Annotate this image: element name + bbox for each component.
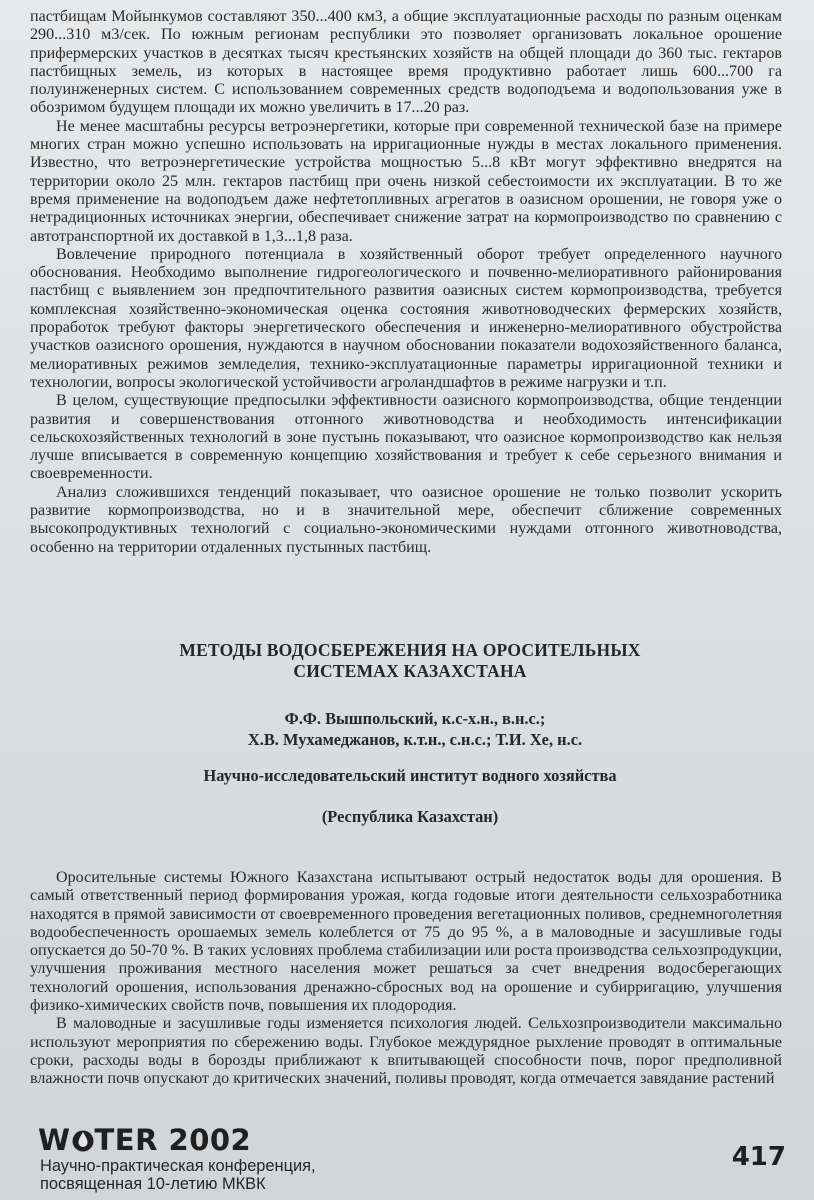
country-name: (Республика Казахстан) bbox=[321, 807, 499, 826]
institute-name: Научно-исследовательский институт водного хозяйства bbox=[203, 766, 617, 785]
authors-line2: Х.В. Мухамеджанов, к.т.н., с.н.с.; Т.И. Хе, н.с. bbox=[247, 730, 583, 749]
page-number: 417 bbox=[731, 1142, 786, 1172]
authors-line1: Ф.Ф. Вышпольский, к.с-х.н., в.н.с.; bbox=[284, 709, 546, 728]
water-drop-icon bbox=[72, 1126, 94, 1154]
conference-line2: посвященная 10-летию МКВК bbox=[40, 1175, 266, 1193]
paragraph: В целом, существующие предпосылки эффективности оазисного кормопроизводства, общие тенденции развития и совершенствования отгонного животноводства и необходимость интенсификации сельскохозяйственных технологий в зоне пустынь показывают, что оазисное кормопроизводство как нельзя лучше вписывается в современную концепцию хозяйствования и требует к себе серьезного внимания и своевременности. bbox=[30, 392, 782, 483]
previous-article-text bbox=[30, 8, 782, 557]
paragraph: В маловодные и засушливые годы изменяется психология людей. Сельхозпроизводители максимально используют мероприятия по сбережению воды. Глубокое междурядное рыхление проводят в оптимальные сроки, расходы воды в борозды приближают к впитывающей способности почв, порог предполивной влажности почв опускают до критических значений, поливы проводят, когда отмечается завядание растений bbox=[30, 1015, 782, 1088]
paragraph: пастбищам Мойынкумов составляют 350...400 км3, а общие эксплуатационные расходы по разным оценкам 290...310 м3/сек. По южным регионам республики это позволяет организовать локальное орошение прифермерских участков в десятках тысяч крестьянских хозяйств на общей площади до 360 тыс. гектаров пастбищных земель, из которых в настоящее время продуктивно работает лишь 600...700 га полуинженерных систем. С использованием современных средств водоподъема и водопользования уже в обозримом будущем площади их можно увеличить в 17...20 раз. bbox=[30, 8, 782, 117]
logo-text-rest: TER 2002 bbox=[94, 1122, 252, 1157]
logo-text-w: W bbox=[38, 1122, 71, 1157]
article-title-line2: СИСТЕМАХ КАЗАХСТАНА bbox=[293, 661, 527, 681]
article-title-line1: МЕТОДЫ ВОДОСБЕРЕЖЕНИЯ НА ОРОСИТЕЛЬНЫХ bbox=[179, 640, 641, 660]
article-title bbox=[120, 640, 700, 682]
article-body bbox=[30, 869, 782, 1089]
conference-line1: Научно-практическая конференция, bbox=[40, 1157, 316, 1175]
paragraph: Не менее масштабны ресурсы ветроэнергетики, которые при современной технической базе на примере многих стран можно успешно использовать на ирригационные нужды в местах локального применения. Известно, что ветроэнергетические устройства мощностью 5...8 кВт могут эффективно внедрятся на территории около 25 млн. гектаров пастбищ при очень низкой себестоимости их эксплуатации. В то же время применение на водоподъем даже нефтетопливных агрегатов в оазисном орошении, не говоря уже о нетрадиционных источниках энергии, обеспечивает снижение затрат на кормопроизводство по сравнению с автотранспортной их доставкой в 1,3...1,8 раза. bbox=[30, 117, 782, 245]
paragraph: Анализ сложившихся тенденций показывает, что оазисное орошение не только позволит ускорить развитие кормопроизводства, но и в значительной мере, обеспечит сближение современных высокопродуктивных технологий с социально-экономическими нуждами отгонного животноводства, особенно на территории отдаленных пустынных пастбищ. bbox=[30, 483, 782, 556]
paragraph: Оросительные системы Южного Казахстана испытывают острый недостаток воды для орошения. В самый ответственный период формирования урожая, когда годовые итоги деятельности сельхозработника находятся в прямой зависимости от своевременного проведения вегетационных поливов, среднемноголетняя водообеспеченность орошаемых земель колеблется от 75 до 95 %, а в маловодные и засушливые годы опускается до 50-70 %. В таких условиях проблема стабилизации или роста производства сельхозпродукции, улучшения проживания местного населения может решаться за счет внедрения водосберегающих технологий орошения, использования дренажно-сбросных вод на орошение и субирригацию, улучшения физико-химических свойств почв, повышения их плодородия. bbox=[30, 869, 782, 1015]
water-2002-logo bbox=[38, 1122, 252, 1157]
article-authors bbox=[150, 708, 680, 750]
paragraph: Вовлечение природного потенциала в хозяйственный оборот требует определенного научного обоснования. Необходимо выполнение гидрогеологического и почвенно-мелиоративного районирования пастбищ с выявлением зон предпочтительного развития оазисных систем кормопроизводства, требуется комплексная хозяйственно-экономическая оценка состояния животноводческих фермерских хозяйств, проработок требуют факторы энергетического обеспечения и инженерно-мелиоративного обустройства участков оазисного орошения, нуждаются в научном обосновании показатели водохозяйственного баланса, мелиоративных режимов земледелия, технико-эксплуатационные параметры ирригационной техники и технологии, вопросы экологической устойчивости агроландшафтов в режиме нагрузки и т.п. bbox=[30, 245, 782, 391]
